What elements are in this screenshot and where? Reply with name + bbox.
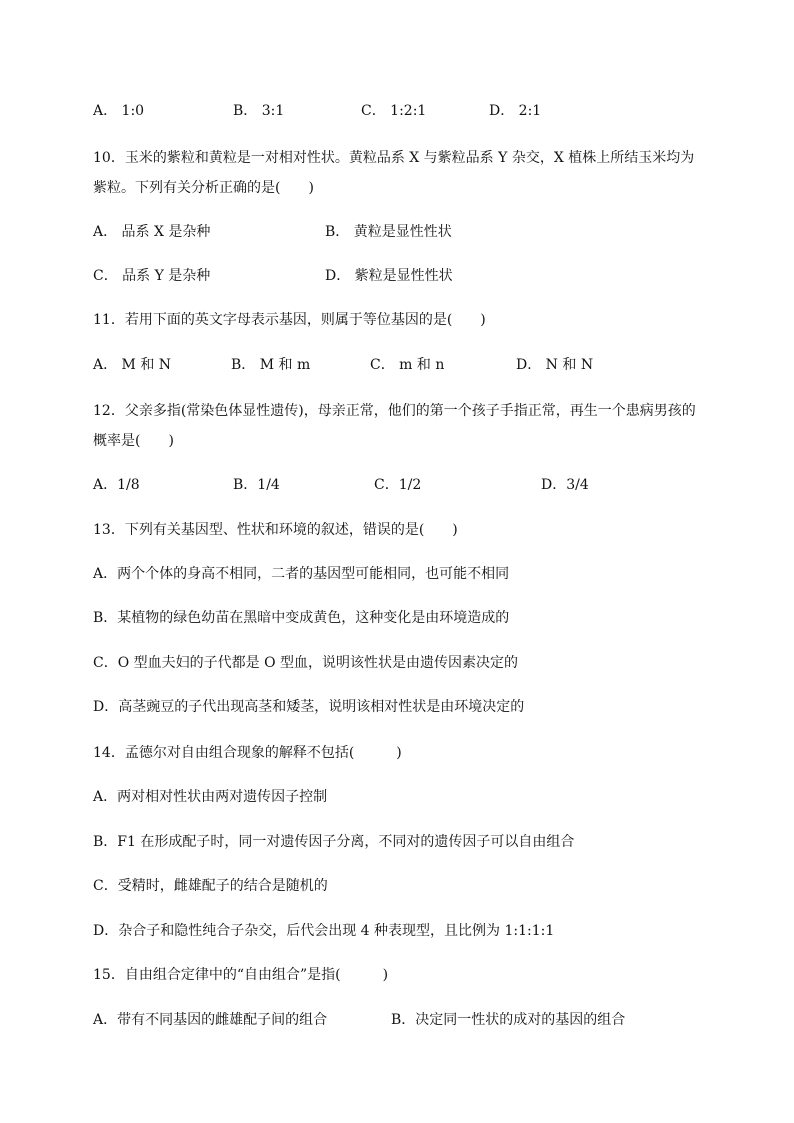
q14-option-b: B．F1 在形成配子时，同一对遗传因子分离，不同对的遗传因子可以自由组合 <box>93 834 575 850</box>
q15-option-b: B．决定同一性状的成对的基因的组合 <box>391 1012 626 1028</box>
q11-option-b: B． M 和 m <box>231 357 311 373</box>
q9-option-a: A． 1:0 <box>93 103 145 119</box>
q10-stem: 10．玉米的紫粒和黄粒是一对相对性状。黄粒品系 X 与紫粒品系 Y 杂交，X 植株上所结玉米均为紫粒。下列有关分析正确的是( ) <box>93 150 695 196</box>
q11-option-d: D． N 和 N <box>516 357 594 373</box>
q10-option-d: D． 紫粒是显性性状 <box>325 268 453 284</box>
q15-option-a: A．带有不同基因的雌雄配子间的组合 <box>93 1012 328 1028</box>
q12-option-c: C．1/2 <box>374 477 422 493</box>
q13-stem: 13．下列有关基因型、性状和环境的叙述，错误的是( ) <box>93 522 458 538</box>
q11-option-c: C． m 和 n <box>370 357 445 373</box>
q12-option-b: B．1/4 <box>233 477 280 493</box>
q12-option-d: D．3/4 <box>541 477 589 493</box>
q13-option-d: D．高茎豌豆的子代出现高茎和矮茎，说明该相对性状是由环境决定的 <box>93 699 525 715</box>
q13-option-a: A．两个个体的身高不相同，二者的基因型可能相同，也可能不相同 <box>93 566 510 582</box>
q10-option-b: B． 黄粒是显性性状 <box>325 224 452 240</box>
q14-option-a: A．两对相对性状由两对遗传因子控制 <box>93 789 328 805</box>
q12-stem: 12．父亲多指(常染色体显性遗传)，母亲正常，他们的第一个孩子手指正常，再生一个患病男孩的概率是( ) <box>93 403 696 449</box>
q14-option-d: D．杂合子和隐性纯合子杂交，后代会出现 4 种表现型，且比例为 1:1:1:1 <box>93 923 555 939</box>
q9-option-b: B． 3:1 <box>233 103 285 119</box>
q15-stem: 15．自由组合定律中的“自由组合”是指( ) <box>93 967 389 983</box>
q13-option-c: C．O 型血夫妇的子代都是 O 型血，说明该性状是由遗传因素决定的 <box>93 655 519 671</box>
q12-option-a: A．1/8 <box>93 477 140 493</box>
q14-option-c: C．受精时，雌雄配子的结合是随机的 <box>93 878 328 894</box>
q10-option-c: C． 品系 Y 是杂种 <box>93 268 211 284</box>
q9-option-c: C． 1:2:1 <box>361 103 427 119</box>
q9-option-d: D． 2:1 <box>489 103 542 119</box>
q11-option-a: A． M 和 N <box>93 357 172 373</box>
q11-stem: 11．若用下面的英文字母表示基因，则属于等位基因的是( ) <box>93 312 486 328</box>
q13-option-b: B．某植物的绿色幼苗在黑暗中变成黄色，这种变化是由环境造成的 <box>93 610 510 626</box>
q14-stem: 14．孟德尔对自由组合现象的解释不包括( ) <box>93 745 402 761</box>
q10-option-a: A． 品系 X 是杂种 <box>93 224 211 240</box>
